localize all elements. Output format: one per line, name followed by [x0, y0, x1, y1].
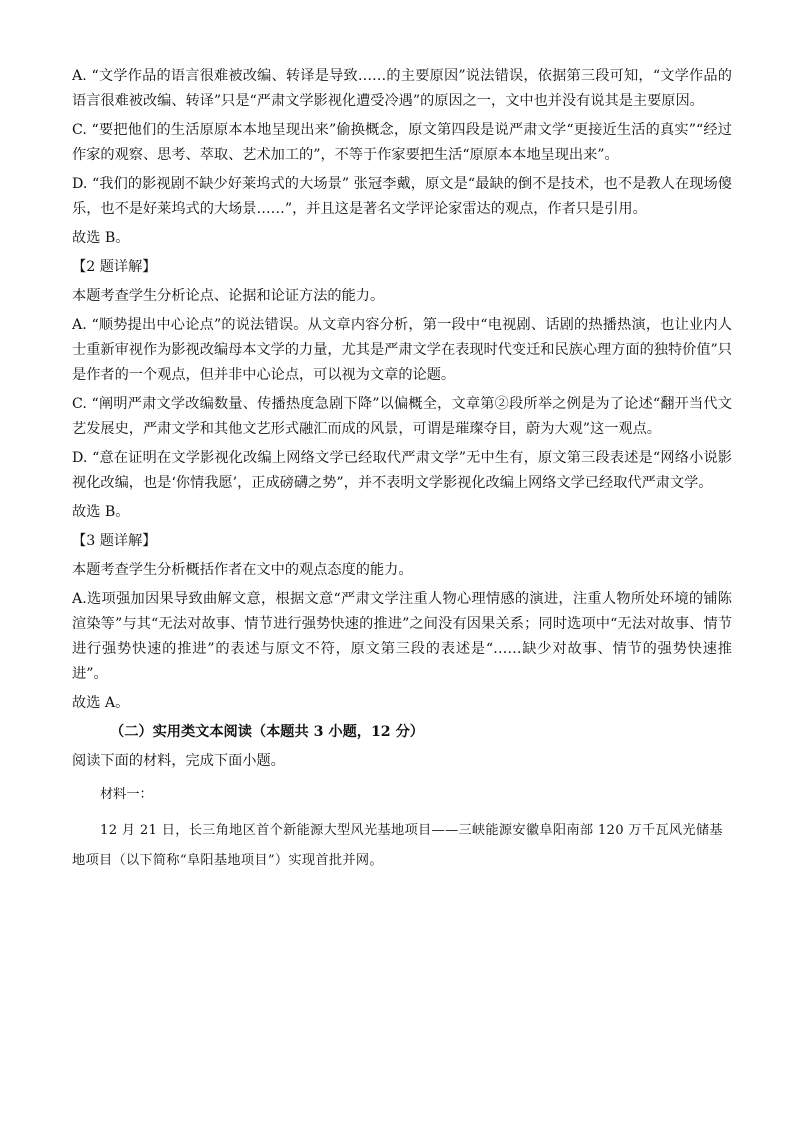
section-title: （二）实用类文本阅读（本题共 3 小题，12 分）: [110, 724, 424, 740]
question-2-intro: 本题考查学生分析论点、论据和论证方法的能力。: [72, 288, 385, 304]
answer-option-c: C. “要把他们的生活原原本本地呈现出来”偷换概念，原文第四段是说严肃文学“更接近生活的真实”“经过作家的观察、思考、萃取、艺术加工的”，不等于作家要把生活“原原本本地呈现出来”。: [72, 122, 732, 163]
answer-option-c: C. “阐明严肃文学改编数量、传播热度急剧下降”以偏概全，文章第②段所举之例是为了论述“翻开当代文艺发展史，严肃文学和其他文艺形式融汇而成的风景，可谓是璀璨夺目，蔚为大观”这一观点。: [72, 396, 732, 437]
answer-option-d: D. “我们的影视剧不缺少好莱坞式的大场景” 张冠李戴，原文是“最缺的倒不是技术，也不是教人在现场傻乐，也不是好莱坞式的大场景……”，并且这是著名文学评论家雷达的观点，作者只是引用。: [72, 176, 732, 217]
material-label: 材料一：: [100, 787, 153, 802]
reading-instruction: 阅读下面的材料，完成下面小题。: [72, 753, 285, 769]
answer-choice: 故选 B。: [72, 230, 130, 246]
question-3-heading: 【3 题详解】: [72, 533, 157, 549]
answer-option-a: A. “文学作品的语言很难被改编、转译是导致……的主要原因”说法错误，依据第三段可知，“文学作品的语言很难被改编、转译”只是“严肃文学影视化遭受冷遇”的原因之一，文中也并没有说其是主要原因。: [72, 68, 732, 109]
question-2-heading: 【2 题详解】: [72, 259, 157, 275]
answer-choice: 故选 B。: [72, 504, 130, 520]
question-3-intro: 本题考查学生分析概括作者在文中的观点态度的能力。: [72, 562, 413, 578]
answer-option-a: A. “顺势提出中心论点”的说法错误。从文章内容分析，第一段中“电视剧、话剧的热播热演，也让业内人士重新审视作为影视改编母本文学的力量，尤其是严肃文学在表现时代变迁和民族心理方面的独特价值”只是作者的一个观点，但并非中心论点，可以视为文章的论题。: [72, 317, 732, 383]
document-content: [72, 64, 732, 876]
answer-option-a: A.选项强加因果导致曲解文意，根据文意“严肃文学注重人物心理情感的演进，注重人物所处环境的铺陈渲染等”与其“无法对故事、情节进行强势快速的推进”之间没有因果关系；同时选项中“无法对故事、情节进行强势快速的推进”的表述与原文不符，原文第三段的表述是“……缺少对故事、情节的强势快速推进”。: [72, 591, 733, 682]
material-body: 12 月 21 日，长三角地区首个新能源大型风光基地项目——三峡能源安徽阜阳南部 120 万千瓦风光储基地项目（以下简称“阜阳基地项目”）实现首批并网。: [72, 823, 723, 868]
answer-choice: 故选 A。: [72, 695, 130, 711]
answer-option-d: D. “意在证明在文学影视化改编上网络文学已经取代严肃文学”无中生有，原文第三段表述是“网络小说影视化改编，也是‘你情我愿’，正成磅礴之势”，并不表明文学影视化改编上网络文学已经取代严肃文学。: [72, 450, 732, 491]
